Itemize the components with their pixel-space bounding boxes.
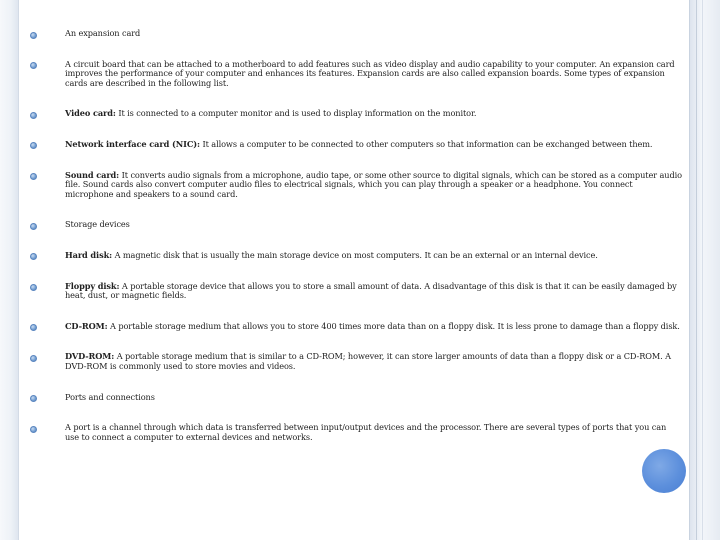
list-item (30, 251, 682, 261)
item-text: A magnetic disk that is usually the main storage device on most computers. It can be an external or an internal device. (112, 249, 598, 260)
item-text: A portable storage device that allows you to store a small amount of data. A disadvantage of this disk is that it can be easily damaged by heat, dust, or magnetic fields. (65, 280, 677, 301)
list-item (30, 60, 682, 89)
decorative-circle (642, 449, 686, 493)
slide-frame-right (689, 0, 720, 540)
item-text: A portable storage medium that allows you to store 400 times more data than on a floppy disk. It is less prone to damage than a floppy disk. (107, 320, 680, 331)
bullet-icon (30, 62, 37, 69)
item-term: CD-ROM: (65, 320, 108, 331)
bullet-icon (30, 112, 37, 119)
list-item (30, 322, 682, 332)
list-item (30, 29, 682, 39)
item-text: A circuit board that can be attached to a motherboard to add features such as video display and audio capability to your computer. An expansion card improves the performance of your computer and enhances its features. Expansion cards are also called expansion boards. Some types of expansion cards are described in the following list. (65, 58, 675, 88)
item-text: An expansion card (65, 28, 141, 38)
list-item (30, 282, 682, 301)
item-text: It is connected to a computer monitor and is used to display information on the monitor. (115, 108, 477, 119)
bullet-icon (30, 324, 37, 331)
item-term: Sound card: (65, 169, 120, 180)
list-item (30, 220, 682, 230)
list-item (30, 171, 682, 200)
bullet-icon (30, 284, 37, 291)
bullet-icon (30, 142, 37, 149)
item-term: Network interface card (NIC): (65, 138, 200, 149)
item-text: Ports and connections (65, 391, 155, 402)
slide-frame-left (0, 0, 19, 540)
list-item (30, 393, 682, 403)
item-text: It allows a computer to be connected to other computers so that information can be exchanged between them. (199, 138, 653, 149)
item-text: It converts audio signals from a microphone, audio tape, or some other source to digital signals, which can be stored as a computer audio file. Sound cards also convert computer audio files to electrical signals, which you can play through a speaker or a headphone. You connect microphone and speakers to a sound card. (65, 169, 682, 199)
bullet-icon (30, 223, 37, 230)
bullet-icon (30, 32, 37, 39)
bullet-icon (30, 355, 37, 362)
bullet-list (30, 29, 682, 442)
bullet-icon (30, 253, 37, 260)
list-item (30, 140, 682, 150)
item-text: A port is a channel through which data is transferred between input/output devices and the processor. There are several types of ports that you can use to connect a computer to external devices and networks. (65, 422, 667, 442)
item-text: Storage devices (65, 219, 130, 230)
list-item (30, 352, 682, 371)
item-term: Video card: (65, 108, 116, 119)
list-item (30, 423, 682, 442)
item-term: Floppy disk: (65, 280, 120, 291)
item-term: Hard disk: (65, 249, 113, 260)
bullet-icon (30, 426, 37, 433)
item-term: DVD-ROM: (65, 351, 115, 362)
list-item (30, 109, 682, 119)
bullet-icon (30, 173, 37, 180)
bullet-icon (30, 395, 37, 402)
item-text: A portable storage medium that is similar to a CD-ROM; however, it can store larger amounts of data than a floppy disk or a CD-ROM. A DVD-ROM is commonly used to store movies and videos. (65, 351, 671, 371)
